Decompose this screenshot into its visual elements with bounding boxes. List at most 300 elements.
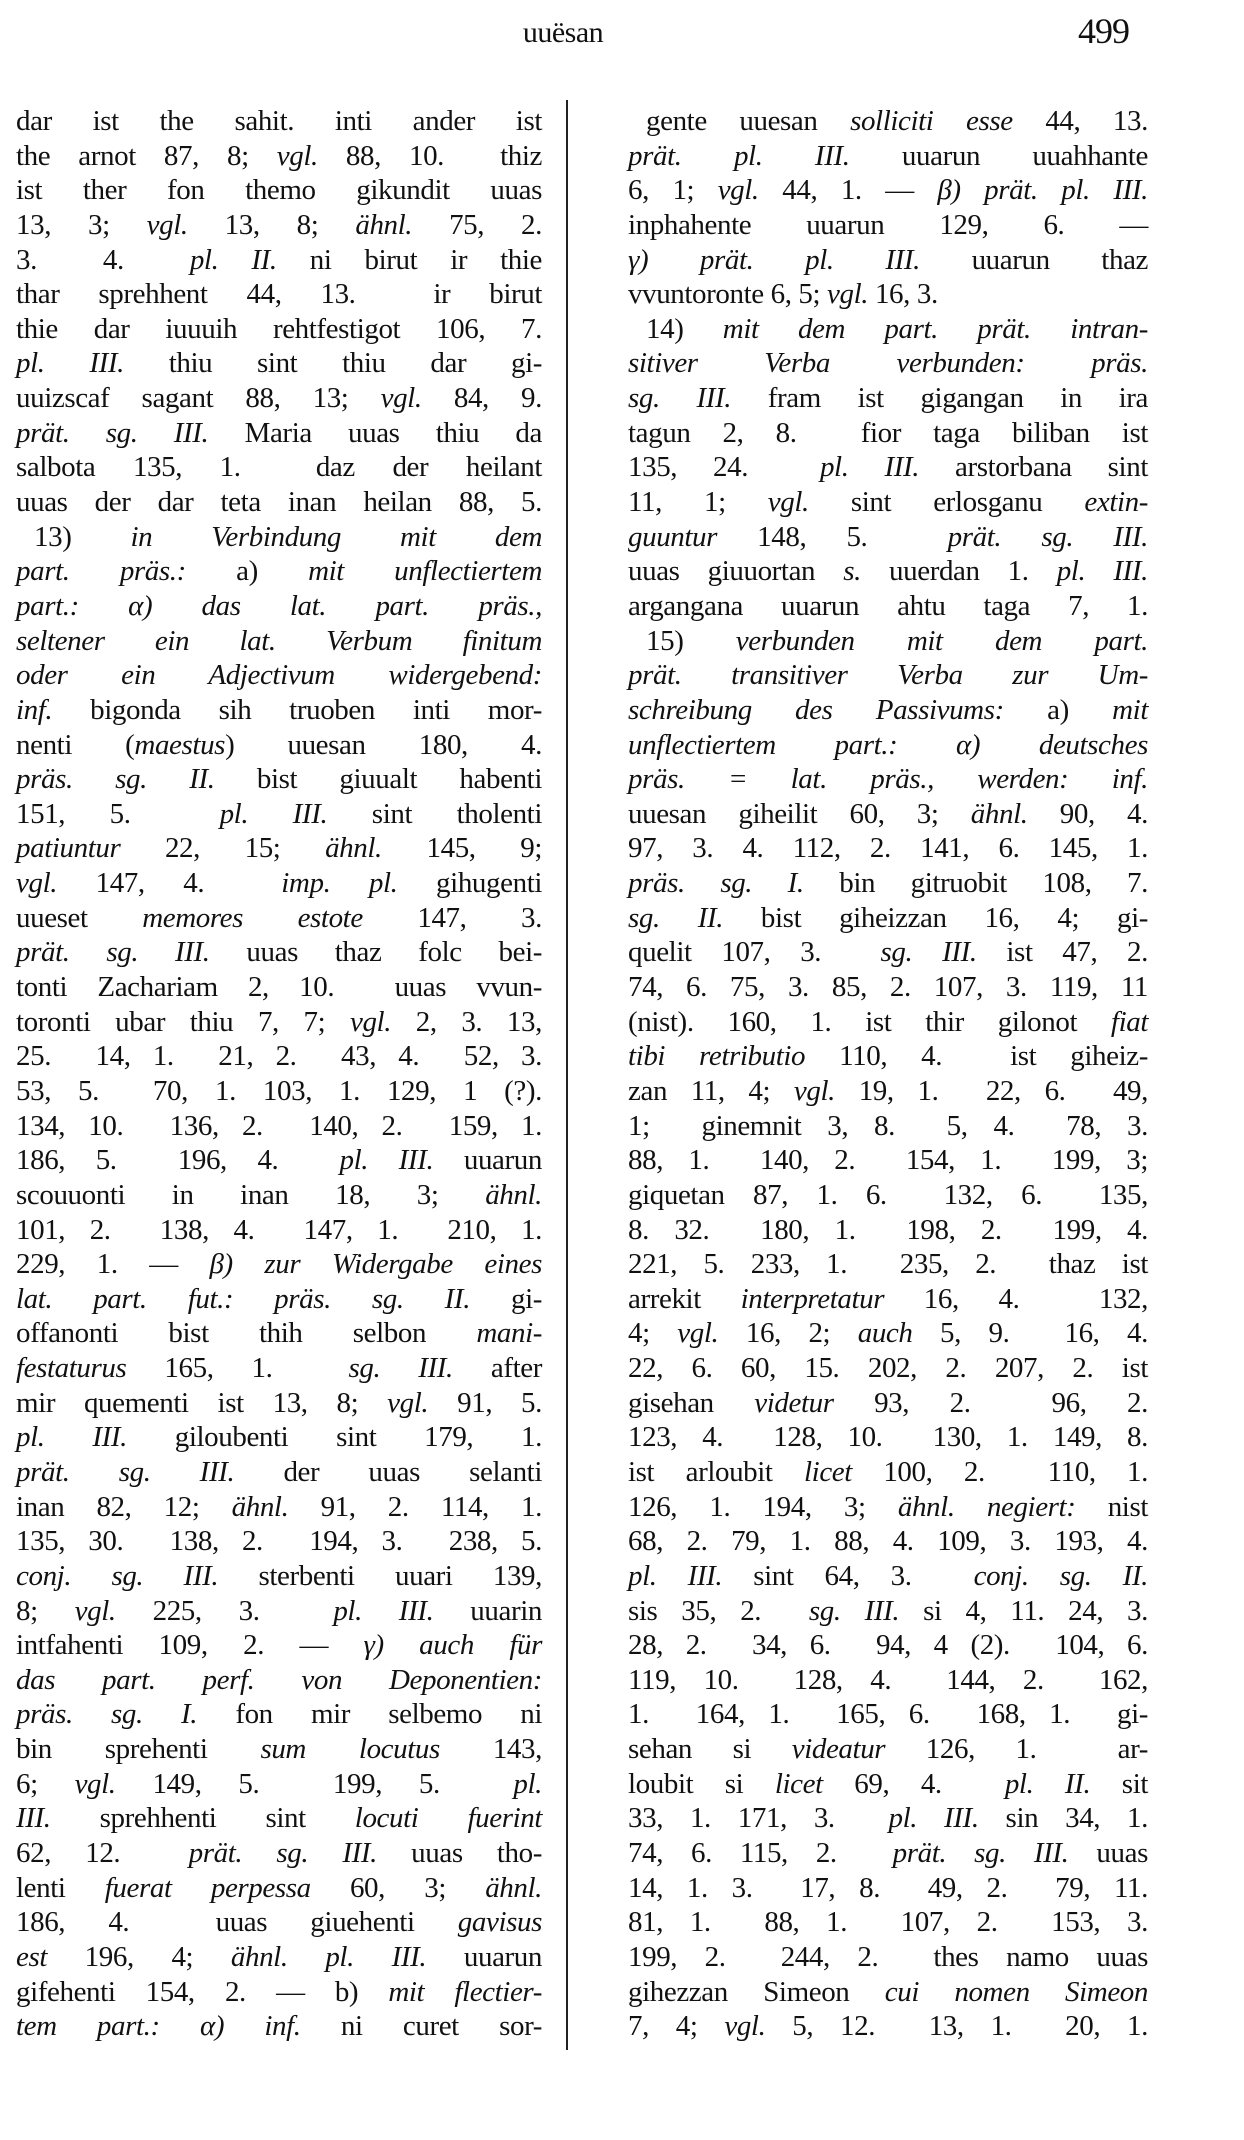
left-column-line (16, 416, 542, 451)
right-column-line (628, 1559, 1148, 1594)
text: 7, 4; (628, 2010, 725, 2043)
right-column-line (628, 658, 1148, 693)
right-column-line (628, 416, 1148, 451)
left-column-line (16, 693, 542, 728)
italic-text: prät. sg. III. (16, 1455, 235, 1488)
text: 74, 6. 115, 2. (628, 1837, 893, 1870)
text: 6, 1; (628, 174, 718, 207)
italic-text: imp. pl. (281, 867, 398, 900)
text: toronti ubar thiu 7, 7; (16, 1005, 350, 1038)
right-column-line (628, 1905, 1148, 1940)
italic-text: prät. pl. III. (628, 139, 850, 172)
italic-text: pl. III. (219, 797, 328, 830)
italic-text: tibi retributio (628, 1040, 806, 1073)
italic-text: prät. sg. III. (188, 1837, 377, 1870)
text: 6; (16, 1767, 75, 1800)
text: 13, 3; (16, 208, 147, 241)
left-column (16, 104, 542, 2044)
left-column-line (16, 1005, 542, 1040)
right-column-line (628, 104, 1148, 139)
right-column-line (628, 797, 1148, 832)
text: uuarun thaz (919, 243, 1149, 276)
left-column-line (16, 866, 542, 901)
left-column-line (16, 901, 542, 936)
italic-text: sg. III. (808, 1594, 900, 1627)
text: intfahenti 109, 2. — (16, 1629, 364, 1662)
right-column-line (628, 935, 1148, 970)
italic-text: pl. III. (1056, 555, 1148, 588)
text: uuas der dar teta inan heilan 88, 5. (16, 486, 542, 519)
italic-text: vgl. (380, 382, 422, 415)
right-column-line (628, 1074, 1148, 1109)
left-column-line (16, 243, 542, 278)
right-column-line (628, 1801, 1148, 1836)
text: 143, (439, 1733, 542, 1766)
italic-text: mit dem part. prät. intran- (722, 312, 1148, 345)
text: 22, 6. 60, 15. 202, 2. 207, 2. ist (628, 1352, 1148, 1385)
text: uuas giuuortan (628, 555, 844, 588)
right-column-line (628, 1940, 1148, 1975)
text: 5, 9. 16, 4. (912, 1317, 1148, 1350)
text: uueset (16, 901, 143, 934)
left-column-line (16, 520, 542, 555)
text: inphahente uuarun 129, 6. — (628, 208, 1148, 241)
text: 75, 2. (412, 208, 543, 241)
italic-text: maestus (134, 728, 226, 761)
text: 15) (646, 624, 736, 657)
left-column-line (16, 658, 542, 693)
right-column-line (628, 1109, 1148, 1144)
text: 100, 2. 110, 1. (851, 1455, 1149, 1488)
right-column-line (628, 1697, 1148, 1732)
right-column-line (628, 1005, 1148, 1040)
text: 186, 5. 196, 4. (16, 1144, 340, 1177)
text: 1. 164, 1. 165, 6. 168, 1. gi- (628, 1698, 1148, 1731)
text: scouuonti in inan 18, 3; (16, 1178, 486, 1211)
text: (nist). 160, 1. ist thir gilonot (628, 1005, 1111, 1038)
text: uuarun (433, 1144, 542, 1177)
left-column-line (16, 1351, 542, 1386)
italic-text: vgl. (724, 2010, 766, 2043)
italic-text: pl. III. (888, 1802, 979, 1835)
italic-text: γ) prät. pl. III. (628, 243, 920, 276)
right-column-line (628, 485, 1148, 520)
italic-text: pl. II. (1004, 1767, 1091, 1800)
text: 147, 4. (57, 867, 282, 900)
text: arstorbana sint (919, 451, 1148, 484)
text: thie dar iuuuih rehtfestigot 106, 7. (16, 312, 542, 345)
text: 84, 9. (421, 382, 542, 415)
text: ) uuesan 180, 4. (225, 728, 543, 761)
italic-text: solliciti esse (850, 105, 1013, 137)
left-column-line (16, 831, 542, 866)
right-column-line (628, 1039, 1148, 1074)
italic-text: lat. part. fut.: präs. sg. II. (16, 1282, 471, 1315)
text: gifehenti 154, 2. — b) (16, 1975, 389, 2008)
left-column-line (16, 1836, 542, 1871)
italic-text: vgl. (349, 1005, 392, 1038)
left-column-line (16, 1940, 542, 1975)
text: 8. 32. 180, 1. 198, 2. 199, 4. (628, 1213, 1148, 1246)
left-column-line (16, 762, 542, 797)
italic-text: sitiver Verba verbunden: präs. (628, 347, 1148, 380)
italic-text: ähnl. (485, 1871, 542, 1904)
left-column-line (16, 1386, 542, 1421)
text: tonti Zachariam 2, 10. uuas vvun- (16, 971, 542, 1004)
italic-text: sg. III. (628, 382, 732, 415)
text: si 4, 11. 24, 3. (899, 1594, 1148, 1627)
text: 25. 14, 1. 21, 2. 43, 4. 52, 3. (16, 1040, 542, 1073)
left-column-line (16, 1247, 542, 1282)
italic-text: sg. II. (628, 901, 724, 934)
left-column-line (16, 1455, 542, 1490)
italic-text: prät. transitiver Verba zur Um- (628, 659, 1148, 692)
italic-text: oder ein Adjectivum widergebend: (16, 659, 542, 692)
italic-text: verbunden mit dem part. (735, 624, 1148, 657)
text: 74, 6. 75, 3. 85, 2. 107, 3. 119, 11 (628, 971, 1148, 1004)
right-column-line (628, 346, 1148, 381)
left-column-line (16, 104, 542, 139)
left-column-line (16, 1732, 542, 1767)
italic-text: locuti fuerint (354, 1802, 542, 1835)
italic-text: ähnl. (970, 797, 1028, 830)
text: bin gitruobit 108, 7. (803, 867, 1148, 900)
text: 22, 15; (120, 832, 326, 865)
text: after (452, 1352, 543, 1385)
italic-text: pl. III. (16, 1421, 127, 1454)
left-column-line (16, 1143, 542, 1178)
text: offanonti bist thih selbon (16, 1317, 477, 1350)
text: 135, 24. (628, 451, 820, 484)
right-column-line (628, 589, 1148, 624)
italic-text: vgl. (276, 139, 318, 172)
text: 28, 2. 34, 6. 94, 4 (2). 104, 6. (628, 1629, 1148, 1662)
left-column-line (16, 2009, 542, 2044)
italic-text: part.: α) das lat. part. präs., (16, 589, 542, 622)
italic-text: cui nomen Simeon (884, 1975, 1148, 2008)
text: 11, 1; (628, 486, 768, 519)
right-column-line (628, 1524, 1148, 1559)
text: 126, 1. ar- (885, 1733, 1148, 1766)
left-column-line (16, 797, 542, 832)
italic-text: extin- (1084, 486, 1148, 519)
right-column-line (628, 693, 1148, 728)
left-column-line (16, 450, 542, 485)
right-column-line (628, 1178, 1148, 1213)
text: 151, 5. (16, 797, 220, 830)
text: uuarun (426, 1940, 542, 1973)
left-column-line (16, 728, 542, 763)
right-column-line (628, 139, 1148, 174)
italic-text: β) zur Widergabe eines (209, 1248, 542, 1281)
right-column-line (628, 831, 1148, 866)
italic-text: conj. sg. II. (973, 1559, 1148, 1592)
text: 88, 1. 140, 2. 154, 1. 199, 3; (628, 1144, 1148, 1177)
right-column (628, 104, 1148, 2044)
italic-text: fiat (1110, 1005, 1148, 1038)
text: quelit 107, 3. (628, 936, 881, 969)
text: nenti ( (16, 728, 135, 761)
right-column-line (628, 554, 1148, 589)
right-column-line (628, 762, 1148, 797)
text: 97, 3. 4. 112, 2. 141, 6. 145, 1. (628, 832, 1148, 865)
left-column-line (16, 1594, 542, 1629)
left-column-line (16, 1905, 542, 1940)
italic-text: mit flectier- (388, 1975, 542, 2008)
text: gisehan (628, 1386, 755, 1419)
right-column-line (628, 1213, 1148, 1248)
left-column-line (16, 1524, 542, 1559)
left-column-line (16, 1074, 542, 1109)
text: uuas (1068, 1837, 1148, 1870)
text: 88, 10. thiz (317, 139, 542, 172)
italic-text: memores estote (142, 901, 363, 934)
right-column-line (628, 1351, 1148, 1386)
text: bigonda sih truoben inti mor- (52, 693, 542, 726)
left-column-line (16, 1490, 542, 1525)
text: tagun 2, 8. fior taga biliban ist (628, 416, 1148, 449)
italic-text: guuntur (628, 520, 718, 553)
text: 123, 4. 128, 10. 130, 1. 149, 8. (628, 1421, 1148, 1454)
left-column-line (16, 1109, 542, 1144)
left-column-line (16, 312, 542, 347)
italic-text: pl. III. (339, 1144, 434, 1177)
left-column-line (16, 1975, 542, 2010)
italic-text: vgl. (74, 1594, 116, 1627)
italic-text: präs. sg. I. (628, 867, 804, 900)
left-column-line (16, 1801, 542, 1836)
text: uuas tho- (377, 1837, 543, 1870)
text: gihugenti (397, 867, 543, 900)
right-column-line (628, 1767, 1148, 1802)
italic-text: mani- (476, 1317, 542, 1350)
text: 221, 5. 233, 1. 235, 2. thaz ist (628, 1248, 1148, 1281)
text: ni birut ir thie (276, 243, 542, 276)
left-column-line (16, 1628, 542, 1663)
italic-text: s. (843, 555, 861, 588)
italic-text: das part. perf. von Deponentien: (16, 1663, 542, 1696)
italic-text: vgl. (74, 1767, 116, 1800)
running-header (0, 8, 1244, 58)
italic-text: pl. III. (16, 347, 124, 380)
right-column-line (628, 901, 1148, 936)
text: 196, 4; (47, 1940, 231, 1973)
italic-text: vgl. (827, 278, 869, 311)
text: sint tholenti (327, 797, 542, 830)
italic-text: pl. (513, 1767, 543, 1800)
headword: uuësan (522, 16, 604, 49)
italic-text: pl. III. (333, 1594, 434, 1627)
text: der uuas selanti (234, 1455, 542, 1488)
right-column-line (628, 1143, 1148, 1178)
italic-text: vgl. (146, 208, 188, 241)
italic-text: unflectiertem part.: α) deutsches (628, 728, 1148, 761)
italic-text: vgl. (793, 1074, 835, 1107)
right-column-line (628, 173, 1148, 208)
text: 68, 2. 79, 1. 88, 4. 109, 3. 193, 4. (628, 1525, 1148, 1558)
right-column-line (628, 1386, 1148, 1421)
right-column-line (628, 277, 1148, 312)
right-column-line (628, 1420, 1148, 1455)
left-column-line (16, 1697, 542, 1732)
text: sehan si (628, 1733, 792, 1766)
left-column-line (16, 208, 542, 243)
text: 135, 30. 138, 2. 194, 3. 238, 5. (16, 1525, 542, 1558)
text: giquetan 87, 1. 6. 132, 6. 135, (628, 1178, 1148, 1211)
italic-text: pl. III. (628, 1559, 723, 1592)
right-column-line (628, 970, 1148, 1005)
italic-text: ähnl. negiert: (897, 1490, 1076, 1523)
text: 101, 2. 138, 4. 147, 1. 210, 1. (16, 1213, 542, 1246)
text: 69, 4. (822, 1767, 1005, 1800)
text: a) (185, 555, 309, 588)
left-column-line (16, 554, 542, 589)
text: sin 34, 1. (978, 1802, 1148, 1835)
text: uuas thaz folc bei- (209, 936, 542, 969)
italic-text: part. präs.: (16, 555, 186, 588)
italic-text: festaturus (16, 1352, 127, 1385)
left-column-line (16, 1316, 542, 1351)
text: gihezzan Simeon (628, 1975, 885, 2008)
text: sint erlosganu (808, 486, 1085, 519)
left-column-line (16, 1420, 542, 1455)
right-column-line (628, 1455, 1148, 1490)
text: 91, 5. (428, 1386, 542, 1419)
text: arrekit (628, 1282, 741, 1315)
text: 148, 5. (717, 520, 948, 553)
left-column-line (16, 346, 542, 381)
left-column-line (16, 1767, 542, 1802)
italic-text: auch (857, 1317, 913, 1350)
right-column-line (628, 1247, 1148, 1282)
text: 145, 9; (381, 832, 542, 865)
text: ni curet sor- (300, 2010, 543, 2043)
text: 44, 13. (1012, 105, 1148, 137)
left-column-line (16, 173, 542, 208)
italic-text: vgl. (16, 867, 58, 900)
text: 225, 3. (115, 1594, 334, 1627)
text: bin sprehenti (16, 1733, 261, 1766)
text: uuesan giheilit 60, 3; (628, 797, 971, 830)
text: sint 64, 3. (722, 1559, 974, 1592)
italic-text: präs. sg. I. (16, 1698, 198, 1731)
text: 16, 3. (868, 278, 938, 311)
text: bist giuualt habenti (214, 763, 542, 796)
text: 16, 2; (718, 1317, 858, 1350)
text: 4; (628, 1317, 678, 1350)
italic-text: interpretatur (740, 1282, 885, 1315)
text: gente uuesan (646, 105, 851, 137)
right-column-line (628, 1282, 1148, 1317)
italic-text: ähnl. (355, 208, 413, 241)
text: nist (1075, 1490, 1148, 1523)
text: 14, 1. 3. 17, 8. 49, 2. 79, 11. (628, 1871, 1148, 1904)
text: uuarun uuahhante (849, 139, 1148, 172)
text: 1; ginemnit 3, 8. 5, 4. 78, 3. (628, 1109, 1148, 1142)
left-column-line (16, 277, 542, 312)
italic-text: vgl. (387, 1386, 429, 1419)
text: 14) (646, 312, 723, 345)
right-column-line (628, 520, 1148, 555)
italic-text: ähnl. (325, 832, 382, 865)
text: giloubenti sint 179, 1. (126, 1421, 542, 1454)
text: 93, 2. 96, 2. (833, 1386, 1148, 1419)
italic-text: tem part.: α) inf. (16, 2010, 301, 2043)
italic-text: vgl. (677, 1317, 719, 1350)
italic-text: videatur (791, 1733, 886, 1766)
text: 147, 3. (362, 901, 542, 934)
italic-text: conj. sg. III. (16, 1559, 219, 1592)
left-column-line (16, 139, 542, 174)
right-column-line (628, 450, 1148, 485)
italic-text: präs. sg. II. (16, 763, 215, 796)
right-column-line (628, 1975, 1148, 2010)
italic-text: prät. sg. III. (892, 1837, 1069, 1870)
text: fon mir selbemo ni (197, 1698, 543, 1731)
italic-text: licet (774, 1767, 823, 1800)
italic-text: vgl. (767, 486, 809, 519)
text: 16, 4. 132, (884, 1282, 1148, 1315)
italic-text: pl. II. (189, 243, 277, 276)
text: 8; (16, 1594, 75, 1627)
text: 91, 2. 114, 1. (288, 1490, 542, 1523)
left-column-line (16, 1213, 542, 1248)
text: 81, 1. 88, 1. 107, 2. 153, 3. (628, 1906, 1148, 1939)
italic-text: gavisus (457, 1906, 542, 1939)
text: salbota 135, 1. daz der heilant (16, 451, 542, 484)
text: 53, 5. 70, 1. 103, 1. 129, 1 (?). (16, 1074, 542, 1107)
text: sis 35, 2. (628, 1594, 809, 1627)
column-divider (566, 100, 568, 2050)
text: 165, 1. (126, 1352, 349, 1385)
text: dar ist the sahit. inti ander ist (16, 105, 542, 137)
text: fram ist gigangan in ira (731, 382, 1148, 415)
left-column-line (16, 485, 542, 520)
right-column-line (628, 1663, 1148, 1698)
italic-text: γ) auch für (363, 1629, 542, 1662)
text: the arnot 87, 8; (16, 139, 277, 172)
text: a) (1003, 693, 1113, 726)
text: 119, 10. 128, 4. 144, 2. 162, (628, 1663, 1148, 1696)
left-column-line (16, 1559, 542, 1594)
text: 2, 3. 13, (391, 1005, 542, 1038)
italic-text: patiuntur (16, 832, 121, 865)
text: uuarin (433, 1594, 542, 1627)
left-column-line (16, 589, 542, 624)
text: bist giheizzan 16, 4; gi- (723, 901, 1148, 934)
text: 149, 5. 199, 5. (115, 1767, 514, 1800)
right-column-line (628, 1628, 1148, 1663)
italic-text: seltener ein lat. Verbum finitum (16, 624, 542, 657)
text: uuizscaf sagant 88, 13; (16, 382, 381, 415)
right-column-line (628, 1490, 1148, 1525)
text: sterbenti uuari 139, (218, 1559, 542, 1592)
text: zan 11, 4; (628, 1074, 794, 1107)
italic-text: prät. sg. III. (16, 936, 210, 969)
right-column-line (628, 1836, 1148, 1871)
text: mir quementi ist 13, 8; (16, 1386, 388, 1419)
italic-text: ähnl. (485, 1178, 542, 1211)
text: gi- (470, 1282, 542, 1315)
right-column-line (628, 243, 1148, 278)
right-column-line (628, 1594, 1148, 1629)
text: sprehhenti sint (50, 1802, 355, 1835)
text: uuerdan 1. (860, 555, 1057, 588)
text: ist arloubit (628, 1455, 804, 1488)
right-column-line (628, 1871, 1148, 1906)
text: 13, 8; (187, 208, 356, 241)
italic-text: fuerat perpessa (104, 1871, 311, 1904)
